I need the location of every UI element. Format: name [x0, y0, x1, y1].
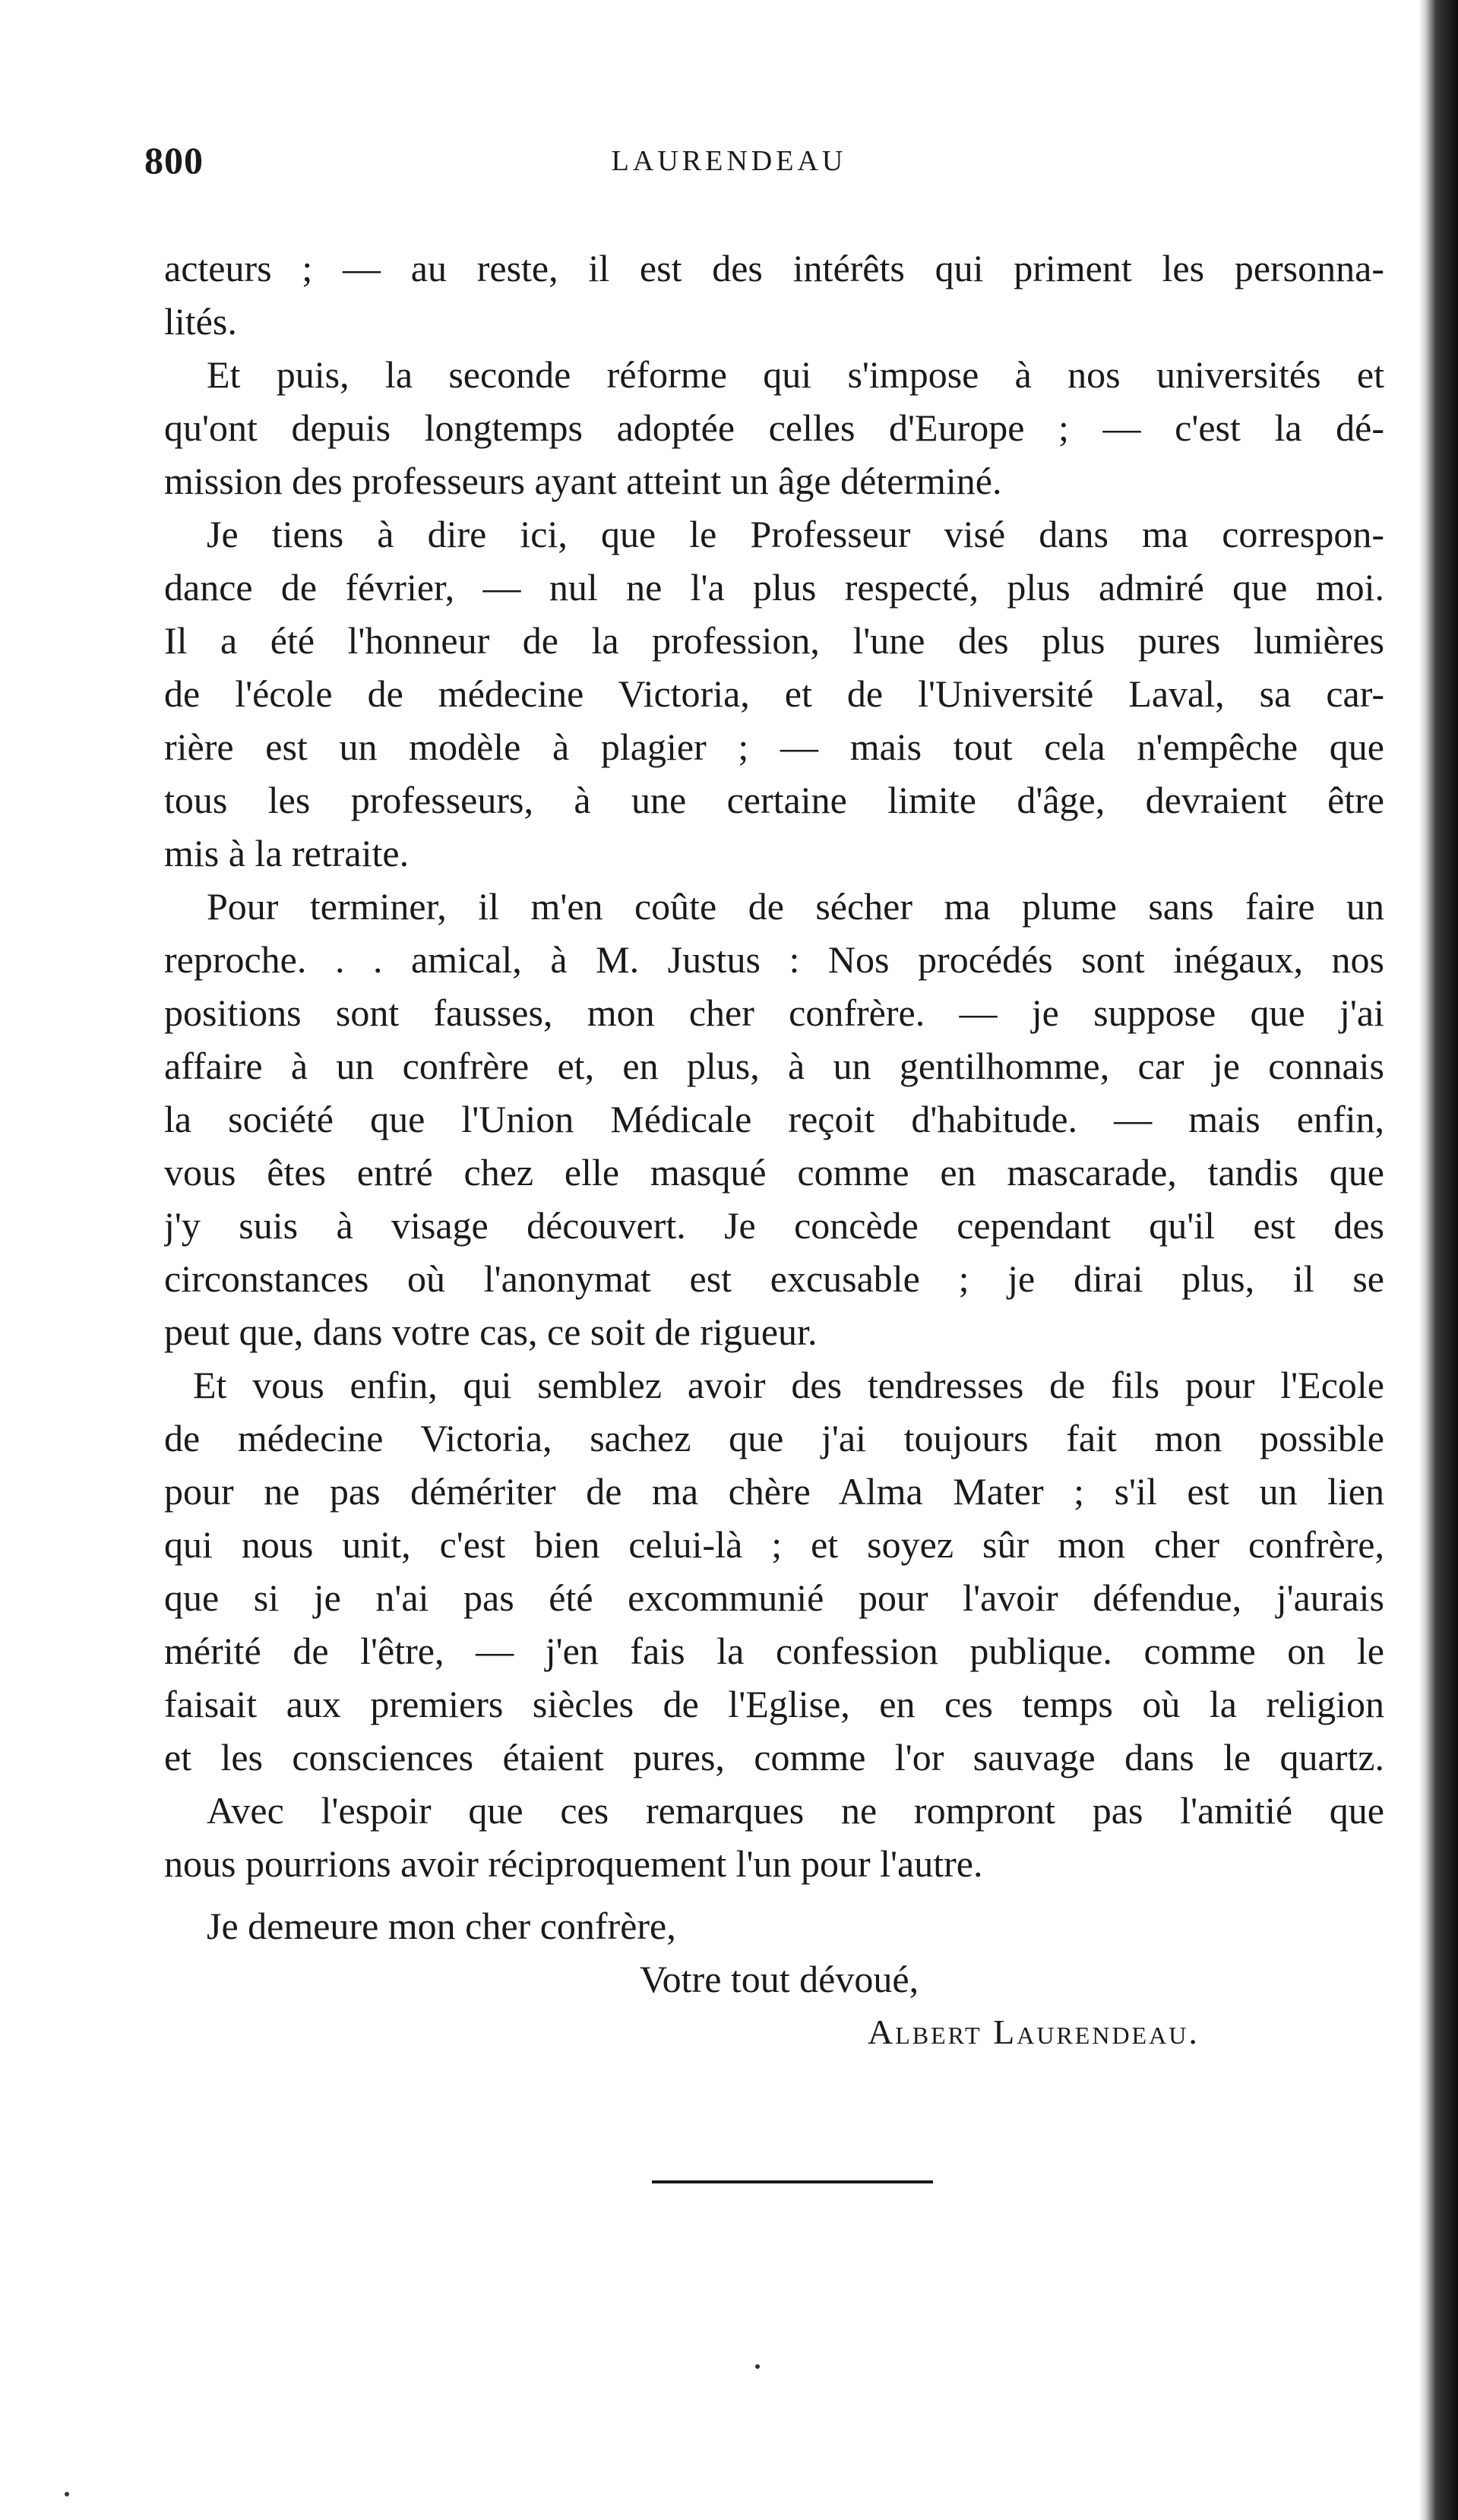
text-line: circonstances où l'anonymat est excusable ; je dirai plus, il se	[164, 1257, 1384, 1300]
body-text	[164, 242, 1384, 1890]
text-line: Pour terminer, il m'en coûte de sécher ma plume sans faire un	[207, 885, 1384, 928]
text-line: qui nous unit, c'est bien celui-là ; et soyez sûr mon cher confrère,	[164, 1523, 1384, 1566]
page-number: 800	[144, 139, 204, 182]
text-line: affaire à un confrère et, en plus, à un gentilhomme, car je connais	[164, 1045, 1384, 1087]
text-line: de l'école de médecine Victoria, et de l'Université Laval, sa car-	[164, 672, 1384, 715]
running-head: LAURENDEAU	[611, 145, 847, 177]
text-line: mis à la retraite.	[164, 832, 410, 874]
text-line: la société que l'Union Médicale reçoit d'habitude. — mais enfin,	[164, 1098, 1384, 1140]
closing-salutation-block	[164, 1899, 1384, 1952]
text-line: Et puis, la seconde réforme qui s'impose à nos universités et	[207, 353, 1384, 396]
text-line: peut que, dans votre cas, ce soit de rigueur.	[164, 1311, 818, 1353]
text-line: pour ne pas démériter de ma chère Alma Mater ; s'il est un lien	[164, 1470, 1384, 1513]
text-line: lités.	[164, 300, 237, 343]
text-line: qu'ont depuis longtemps adoptée celles d'Europe ; — c'est la dé-	[164, 406, 1384, 449]
text-line: reproche. . . amical, à M. Justus : Nos procédés sont inégaux, nos	[164, 938, 1384, 981]
print-speck	[755, 2364, 760, 2369]
text-line: Avec l'espoir que ces remarques ne rompront pas l'amitié que	[207, 1789, 1384, 1832]
text-line: nous pourrions avoir réciproquement l'un pour l'autre.	[164, 1842, 983, 1885]
text-line: acteurs ; — au reste, il est des intérêts qui priment les personna-	[164, 247, 1384, 289]
text-line: tous les professeurs, à une certaine limite d'âge, devraient être	[164, 779, 1384, 821]
salutation: Je demeure mon cher confrère,	[207, 1905, 676, 1947]
print-speck	[65, 2492, 69, 2496]
text-line: vous êtes entré chez elle masqué comme en mascarade, tandis que	[164, 1151, 1384, 1194]
text-line: mérité de l'être, — j'en fais la confession publique. comme on le	[164, 1630, 1384, 1672]
text-line: positions sont fausses, mon cher confrère. — je suppose que j'ai	[164, 991, 1384, 1034]
text-line: de médecine Victoria, sachez que j'ai toujours fait mon possible	[164, 1417, 1384, 1459]
text-line: et les consciences étaient pures, comme l'or sauvage dans le quartz.	[164, 1736, 1384, 1779]
text-line: que si je n'ai pas été excommunié pour l'avoir défendue, j'aurais	[164, 1576, 1384, 1619]
text-line: faisait aux premiers siècles de l'Eglise, en ces temps où la religion	[164, 1683, 1384, 1725]
binding-edge	[1418, 0, 1458, 2520]
text-line: Il a été l'honneur de la profession, l'une des plus pures lumières	[164, 619, 1384, 662]
text-line: dance de février, — nul ne l'a plus respecté, plus admiré que moi.	[164, 566, 1384, 609]
end-rule	[652, 2180, 933, 2183]
text-line: rière est un modèle à plagier ; — mais tout cela n'empêche que	[164, 726, 1384, 768]
signature: Albert Laurendeau.	[868, 2013, 1200, 2051]
text-line: j'y suis à visage découvert. Je concède cependant qu'il est des	[164, 1204, 1384, 1247]
complimentary-close: Votre tout dévoué,	[640, 1958, 919, 2000]
text-line: Et vous enfin, qui semblez avoir des tendresses de fils pour l'Ecole	[193, 1364, 1384, 1406]
text-line: mission des professeurs ayant atteint un âge déterminé.	[164, 460, 1002, 502]
text-line: Je tiens à dire ici, que le Professeur visé dans ma correspon-	[207, 513, 1384, 555]
